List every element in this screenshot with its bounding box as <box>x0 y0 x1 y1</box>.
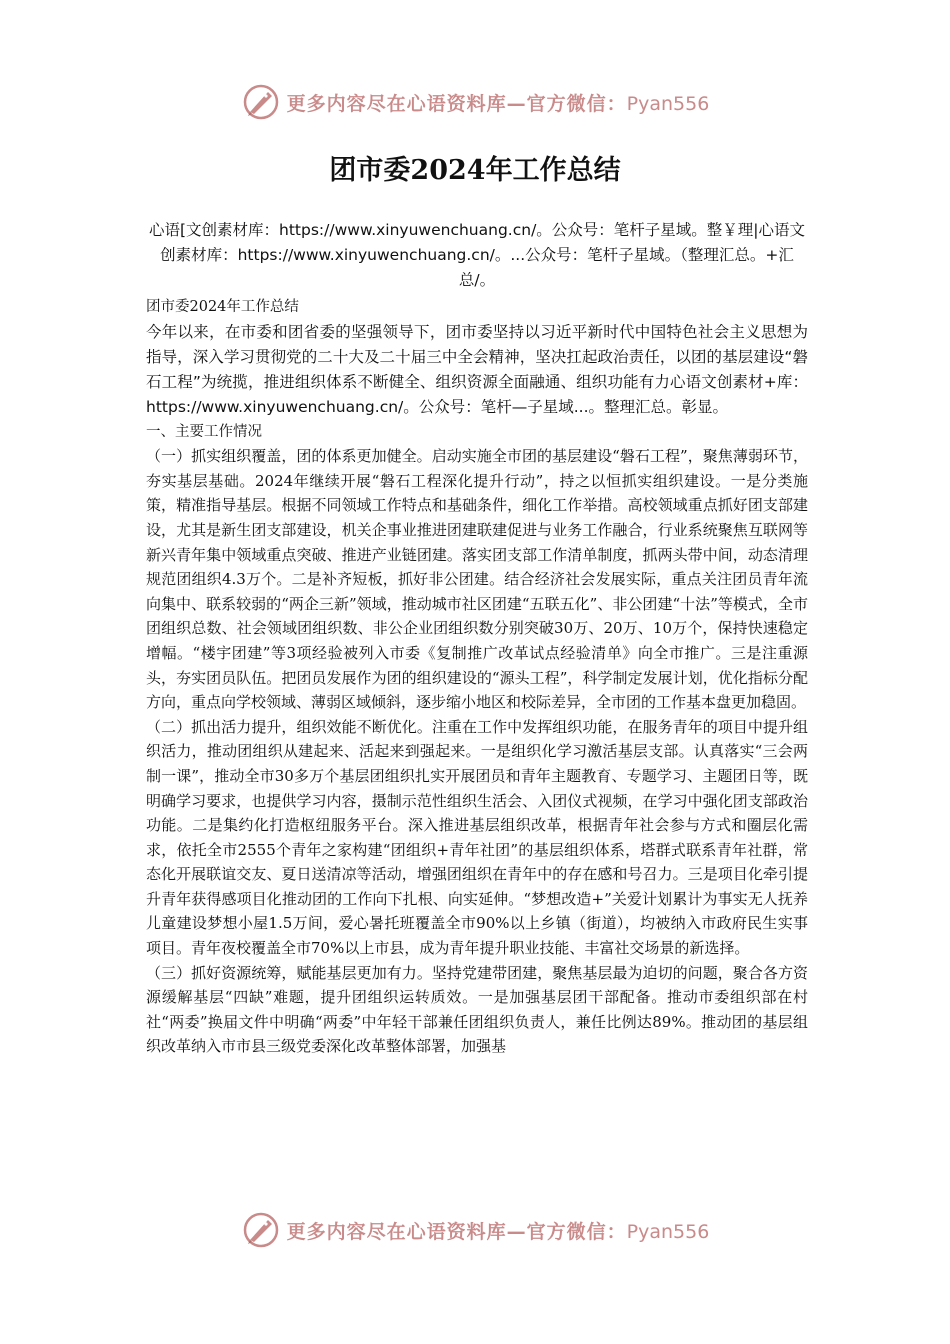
pen-nib-logo-icon <box>241 82 281 122</box>
document-body <box>146 218 808 1059</box>
banner-text: 更多内容尽在心语资料库—官方微信：Pyan556 <box>286 92 710 115</box>
banner-text: 更多内容尽在心语资料库—官方微信：Pyan556 <box>286 1220 710 1243</box>
banner-wechat-id: Pyan556 <box>626 1220 710 1243</box>
body-paragraph-1: （一）抓实组织覆盖，团的体系更加健全。启动实施全市团的基层建设“磐石工程”，聚焦薄弱环节，夯实基层基础。2024年继续开展“磐石工程深化提升行动”，持之以恒抓实组织建设。一是分类施策，精准指导基层。根据不同领域工作特点和基础条件，细化工作举措。高校领域重点抓好团支部建设，尤其是新生团支部建设，机关企事业推进团建联建促进与业务工作融合，行业系统聚焦互联网等新兴青年集中领域重点突破、推进产业链团建。落实团支部工作清单制度，抓两头带中间，动态清理规范团组织4.3万个。二是补齐短板，抓好非公团建。结合经济社会发展实际，重点关注团员青年流向集中、联系较弱的“两企三新”领域，推动城市社区团建“五联五化”、非公团建“十法”等模式，全市团组织总数、社会领域团组织数、非公企业团组织数分别突破30万、20万、10万个，保持快速稳定增幅。“楼宇团建”等3项经验被列入市委《复制推广改革试点经验清单》向全市推广。三是注重源头，夯实团员队伍。把团员发展作为团的组织建设的“源头工程”，科学制定发展计划，优化指标分配方向，重点向学校领域、薄弱区域倾斜，逐步缩小地区和校际差异，全市团的工作基本盘更加稳固。 <box>146 447 808 712</box>
section-heading: 一、主要工作情况 <box>146 423 262 440</box>
intro-paragraph: 心语[文创素材库：https://www.xinyuwenchuang.cn/。公众号：笔杆子星域。整￥理|心语文创素材库：https://www.xinyuwenchuang.cn/。...公众号：笔杆子星域。（整理汇总。+汇总/。 <box>148 221 806 289</box>
banner-wechat-id: Pyan556 <box>626 92 710 115</box>
body-paragraph-2: （二）抓出活力提升，组织效能不断优化。注重在工作中发挥组织功能，在服务青年的项目中提升组织活力，推动团组织从建起来、活起来到强起来。一是组织化学习激活基层支部。认真落实“三会两制一课”，推动全市30多万个基层团组织扎实开展团员和青年主题教育、专题学习、主题团日等，既明确学习要求，也提供学习内容，摄制示范性组织生活会、入团仪式视频，在学习中强化团支部政治功能。二是集约化打造枢纽服务平台。深入推进基层组织改革，根据青年社会参与方式和圈层化需求，依托全市2555个青年之家构建“团组织+青年社团”的基层组织体系，塔群式联系青年社群，常态化开展联谊交友、夏日送清凉等活动，增强团组织在青年中的存在感和号召力。三是项目化牵引提升青年获得感项目化推动团的工作向下扎根、向实延伸。“梦想改造+”关爱计划累计为事实无人抚养儿童建设梦想小屋1.5万间，爱心暑托班覆盖全市90%以上乡镇（街道），均被纳入市政府民生实事项目。青年夜校覆盖全市70%以上市县，成为青年提升职业技能、丰富社交场景的新选择。 <box>146 717 808 958</box>
body-paragraph-3: （三）抓好资源统筹，赋能基层更加有力。坚持党建带团建，聚焦基层最为迫切的问题，聚合各方资源缓解基层“四缺”难题，提升团组织运转质效。一是加强基层团干部配备。推动市委组织部在村社“两委”换届文件中明确“两委”中年轻干部兼任团组织负责人，兼任比例达89%。推动团的基层组织改革纳入市市县三级党委深化改革整体部署，加强基 <box>146 963 808 1056</box>
lead-paragraph: 今年以来，在市委和团省委的坚强领导下，团市委坚持以习近平新时代中国特色社会主义思想为指导，深入学习贯彻党的二十大及二十届三中全会精神，坚决扛起政治责任，以团的基层建设“磐石工程”为统揽，推进组织体系不断健全、组织资源全面融通、组织功能有力心语文创素材+库：https://www.xinyuwenchuang.cn/。公众号：笔杆—子星域...。整理汇总。彰显。 <box>146 322 808 416</box>
document-title: 团市委2024年工作总结 <box>329 155 621 186</box>
pen-nib-logo-icon <box>241 1210 281 1250</box>
header-watermark-banner <box>0 80 950 124</box>
footer-watermark-banner <box>0 1208 950 1252</box>
subtitle-line: 团市委2024年工作总结 <box>146 299 299 315</box>
